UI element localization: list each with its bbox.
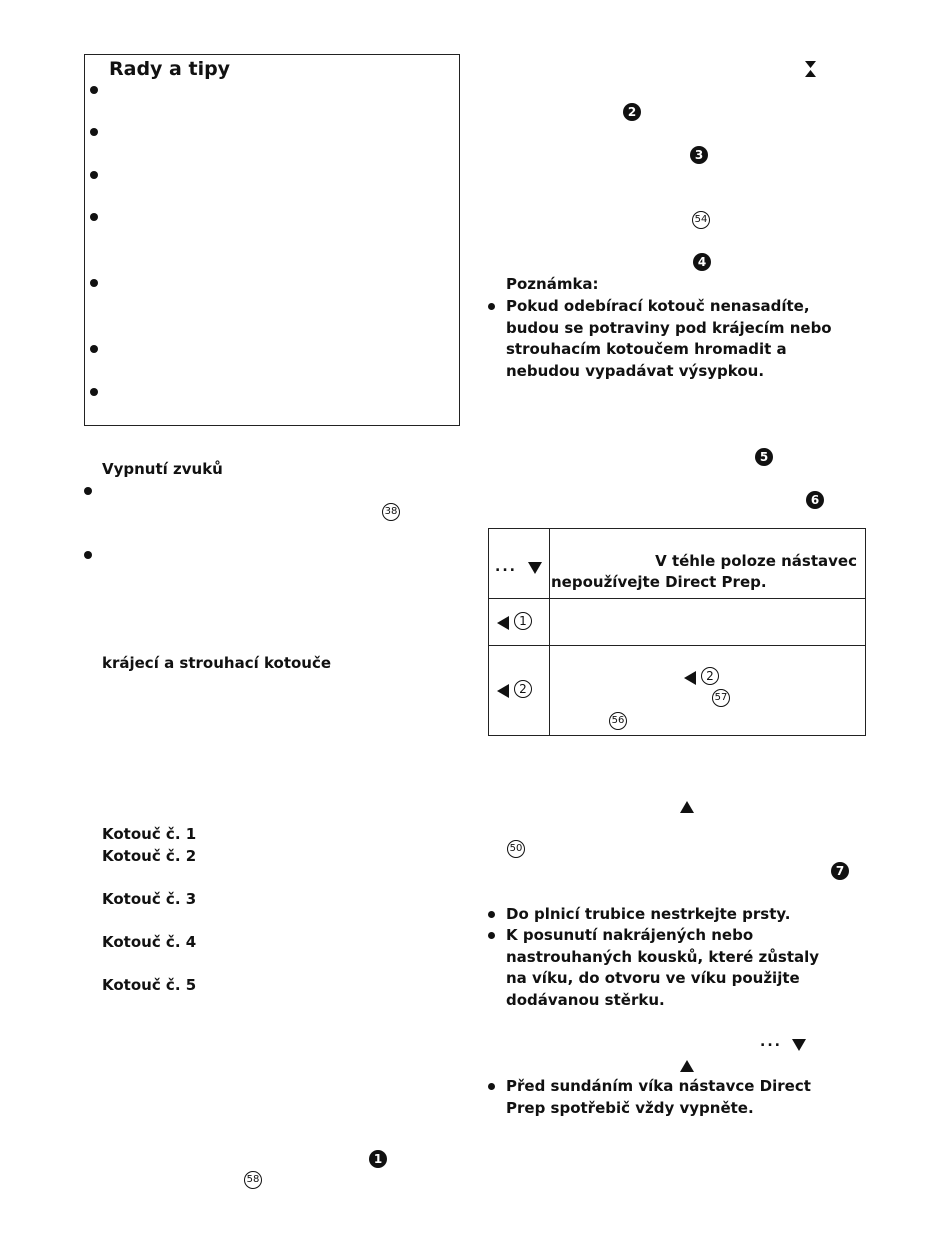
step-2-marker: 2 [623,103,641,121]
tips-bullet [90,279,98,287]
dots-symbol: ... [760,1034,782,1050]
left-arrow-icon [497,684,509,698]
disc-2: Kotouč č. 2 [102,847,197,865]
step-5-marker: 5 [755,448,773,466]
position-1-marker: 1 [514,612,532,630]
disc-3: Kotouč č. 3 [102,890,197,908]
tips-title: Rady a tipy [109,58,231,80]
note-line: Pokud odebírací kotouč nenasadíte, [506,297,810,315]
note-line: nebudou vypadávat výsypkou. [506,362,765,380]
step-7-marker: 7 [831,862,849,880]
note-line: budou se potraviny pod krájecím nebo [506,319,832,337]
left-arrow-icon [684,671,696,685]
position-table [488,528,866,736]
note-bullet [488,303,495,310]
dots-symbol: ... [495,559,517,575]
warning-line: dodávanou stěrku. [506,991,665,1009]
down-arrow-icon [792,1039,806,1051]
step-3-marker: 3 [690,146,708,164]
disc-5: Kotouč č. 5 [102,976,197,994]
table-row [489,529,866,599]
sound-bullet [84,487,92,495]
tips-bullet [90,345,98,353]
warning-line: na víku, do otvoru ve víku použijte [506,969,800,987]
tips-bullet [90,128,98,136]
tips-box [84,54,460,426]
note-line: strouhacím kotoučem hromadit a [506,340,787,358]
warning-line: nastrouhaných kousků, které zůstaly [506,948,820,966]
step-4-marker: 4 [693,253,711,271]
warning-bullet [488,932,495,939]
hourglass-icon [804,60,817,78]
description-cell [550,646,866,736]
warning-line: Před sundáním víka nástavce Direct [506,1077,811,1095]
table-row [489,599,866,646]
disc-1: Kotouč č. 1 [102,825,197,843]
tips-bullet [90,171,98,179]
up-arrow-icon [680,1060,694,1072]
warning-line: K posunutí nakrájených nebo [506,926,754,944]
ref-56: 56 [609,712,627,730]
tips-bullet [90,388,98,396]
step-6-marker: 6 [806,491,824,509]
position-2-marker: 2 [514,680,532,698]
warning-line: Prep spotřebič vždy vypněte. [506,1099,754,1117]
table-row [489,646,866,736]
left-arrow-icon [497,616,509,630]
ref-50: 50 [507,840,525,858]
sound-bullet [84,551,92,559]
warning-bullet [488,911,495,918]
inline-position-2-marker: 2 [701,667,719,685]
row1-line2: nepoužívejte Direct Prep. [551,573,767,591]
ref-57: 57 [712,689,730,707]
row1-line1: V téhle poloze nástavec [655,552,857,570]
down-arrow-icon [528,562,542,574]
note-heading: Poznámka: [506,275,599,293]
tips-bullet [90,86,98,94]
warning-bullet [488,1083,495,1090]
disc-4: Kotouč č. 4 [102,933,197,951]
description-cell [550,599,866,646]
ref-54: 54 [692,211,710,229]
up-arrow-icon [680,801,694,813]
discs-heading: krájecí a strouhací kotouče [102,654,332,672]
position-cell [489,599,550,646]
position-cell [489,646,550,736]
step-1-marker: 1 [369,1150,387,1168]
warning-line: Do plnicí trubice nestrkejte prsty. [506,905,791,923]
sound-off-heading: Vypnutí zvuků [102,460,223,478]
position-cell [489,529,550,599]
ref-38: 38 [382,503,400,521]
ref-58: 58 [244,1171,262,1189]
tips-bullet [90,213,98,221]
description-cell [550,529,866,599]
